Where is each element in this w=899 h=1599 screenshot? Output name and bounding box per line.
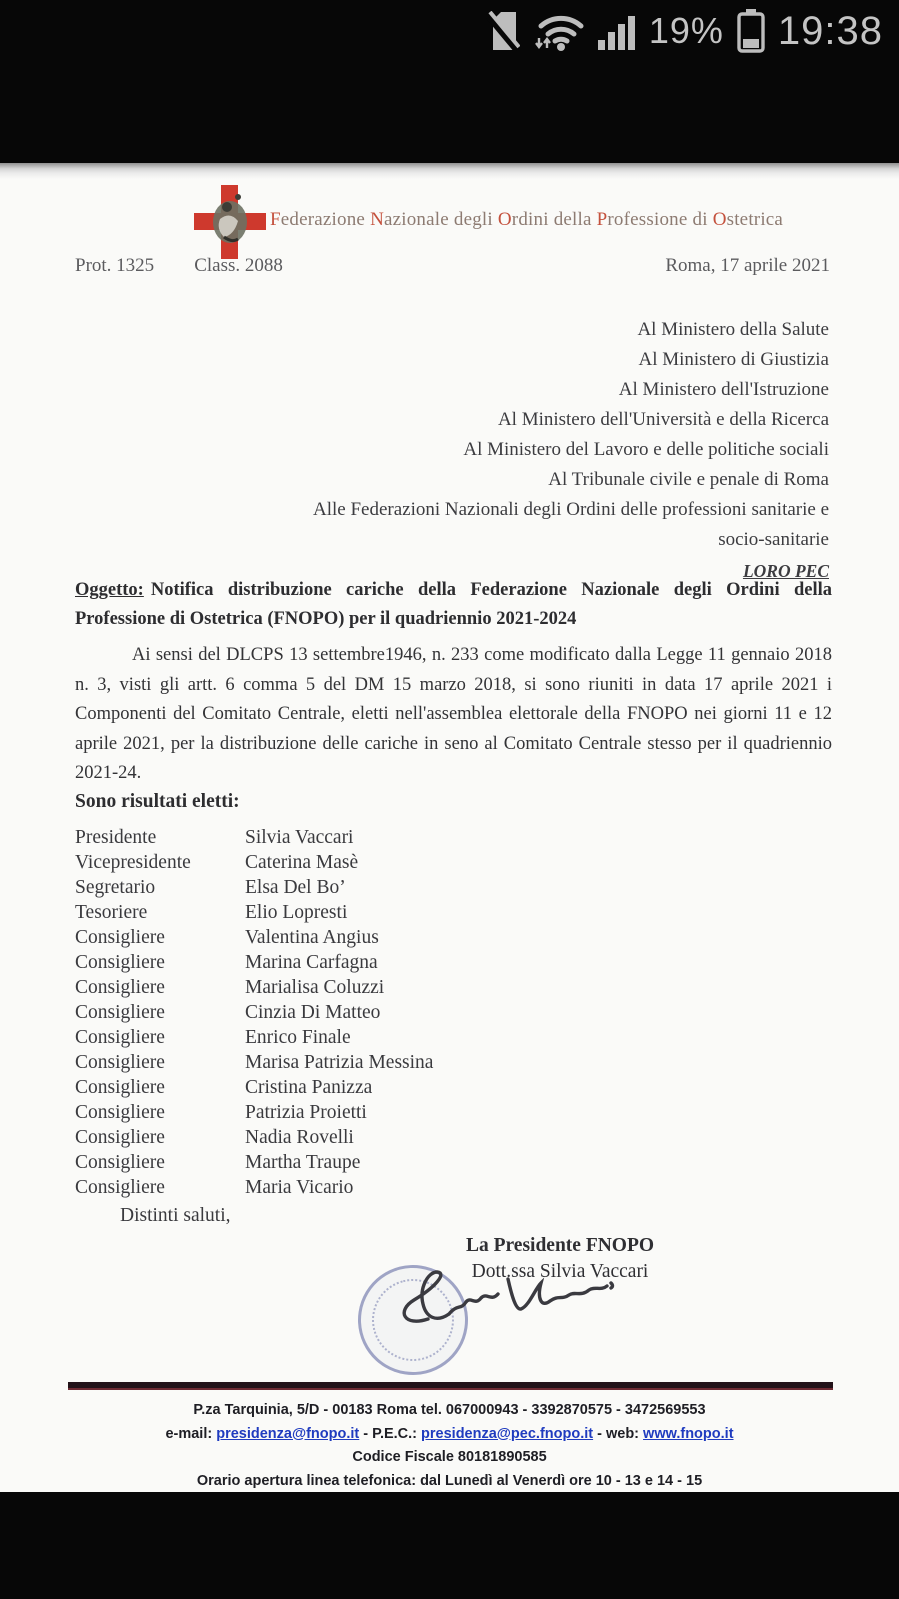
letter-document: [0, 163, 899, 1492]
elected-role: Consigliere: [75, 1052, 165, 1073]
elected-row: [75, 875, 433, 900]
org-title-word: della: [553, 209, 592, 230]
recipient-line: Al Ministero dell'Istruzione: [618, 379, 829, 400]
battery-icon: [737, 9, 765, 53]
footer-link[interactable]: presidenza@fnopo.it: [216, 1425, 360, 1442]
elected-name: Marina Carfagna: [245, 952, 378, 973]
footer-divider: [68, 1382, 833, 1390]
org-title-word: di: [692, 209, 708, 230]
elected-role: Consigliere: [75, 927, 165, 948]
elected-role: Consigliere: [75, 1102, 165, 1123]
recipients-list: [281, 315, 829, 555]
recipient-line: Al Tribunale civile e penale di Roma: [548, 469, 829, 490]
handwritten-signature: [388, 1265, 623, 1337]
protocol-number: Prot. 1325: [75, 255, 155, 276]
signer-name: Dott.ssa Silvia Vaccari: [471, 1261, 649, 1282]
no-sd-card-icon: [486, 11, 520, 51]
elected-role: Vicepresidente: [75, 852, 191, 873]
elected-name: Elsa Del Bo’: [245, 877, 346, 898]
elected-row: [75, 850, 433, 875]
recipient-line: Al Ministero del Lavoro e delle politiche sociali: [463, 439, 829, 460]
recipient-line: Al Ministero di Giustizia: [638, 349, 829, 370]
elected-row: [75, 1025, 433, 1050]
place-date: Roma, 17 aprile 2021: [665, 255, 830, 276]
footer: [0, 1399, 899, 1493]
elected-name: Cristina Panizza: [245, 1077, 373, 1098]
footer-link[interactable]: presidenza@pec.fnopo.it: [421, 1425, 594, 1442]
status-bar: [0, 0, 899, 62]
footer-fiscal-code: Codice Fiscale 80181890585: [352, 1449, 547, 1465]
org-title-word: Federazione: [270, 209, 366, 230]
org-title-word: degli: [453, 209, 493, 230]
elected-row: [75, 825, 433, 850]
subject-paragraph: [75, 576, 832, 634]
elected-name: Silvia Vaccari: [245, 827, 354, 848]
footer-label: - web:: [593, 1425, 644, 1442]
elected-row: [75, 925, 433, 950]
signal-bars-icon: [598, 11, 636, 51]
recipient-line: Al Ministero dell'Università e della Ricerca: [497, 409, 829, 430]
elected-row: [75, 900, 433, 925]
subject-label: Oggetto:: [75, 580, 144, 600]
footer-contacts: [0, 1423, 899, 1447]
footer-opening-hours: Orario apertura linea telefonica: dal Lunedì al Venerdì ore 10 - 13 e 14 - 15: [196, 1472, 703, 1489]
elected-role: Consigliere: [75, 1002, 165, 1023]
org-title-word: Ordini: [497, 209, 549, 230]
elected-role: Consigliere: [75, 1077, 165, 1098]
elected-role: Consigliere: [75, 1027, 165, 1048]
signer-title: La Presidente FNOPO: [465, 1235, 655, 1256]
photo-top-edge: [0, 163, 899, 179]
org-title-word: Nazionale: [370, 209, 449, 230]
elected-row: [75, 1075, 433, 1100]
pec-note: LORO PEC: [742, 561, 829, 581]
fnopo-logo: [194, 185, 266, 259]
elected-name: Elio Lopresti: [245, 902, 348, 923]
elected-name: Marisa Patrizia Messina: [245, 1052, 434, 1073]
elected-name: Enrico Finale: [245, 1027, 351, 1048]
wifi-arrows-icon: [533, 10, 585, 52]
org-title: [270, 209, 788, 231]
clock-time: 19:38: [777, 8, 883, 53]
elected-row: [75, 1125, 433, 1150]
elected-heading: Sono risultati eletti:: [75, 791, 240, 812]
elected-row: [75, 975, 433, 1000]
elected-name: Caterina Masè: [245, 852, 359, 873]
protocol-row: [75, 255, 830, 277]
body-paragraph: Ai sensi del DLCPS 13 settembre1946, n. 233 come modificato dalla Legge 11 gennaio 2018 n. 3, visti gli artt. 6 comma 5 del DM 15 marzo 2018, si sono riuniti in data 17 aprile 2021 i Componenti del Comitato Centrale, eletti nell'assemblea elettorale della FNOPO nei giorni 11 e 12 aprile 2021, per la distribuzione delle cariche in seno al Comitato Centrale stesso per il quadriennio 2021-24.: [75, 645, 832, 784]
elected-list: [75, 825, 433, 1200]
org-title-word: Ostetrica: [712, 209, 784, 230]
recipient-line: Alle Federazioni Nazionali degli Ordini delle professioni sanitarie e socio-sanitarie: [313, 499, 829, 550]
elected-name: Martha Traupe: [245, 1152, 361, 1173]
elected-role: Consigliere: [75, 952, 165, 973]
elected-row: [75, 1100, 433, 1125]
elected-row: [75, 1150, 433, 1175]
elected-name: Nadia Rovelli: [245, 1127, 354, 1148]
elected-row: [75, 1175, 433, 1200]
subject-text: Notifica distribuzione cariche della Federazione Nazionale degli Ordini della Professione di Ostetrica (FNOPO) per il quadriennio 2021-2024: [75, 580, 832, 629]
footer-address: P.za Tarquinia, 5/D - 00183 Roma tel. 067000943 - 3392870575 - 3472569553: [193, 1402, 706, 1418]
elected-role: Segretario: [75, 877, 156, 898]
recipient-line: Al Ministero della Salute: [637, 319, 829, 340]
class-number: Class. 2088: [194, 255, 283, 276]
elected-role: Tesoriere: [75, 902, 148, 923]
elected-row: [75, 1050, 433, 1075]
elected-name: Cinzia Di Matteo: [245, 1002, 381, 1023]
footer-link[interactable]: www.fnopo.it: [643, 1425, 734, 1442]
battery-percent: 19%: [648, 10, 724, 51]
elected-role: Presidente: [75, 827, 157, 848]
elected-name: Maria Vicario: [245, 1177, 354, 1198]
elected-row: [75, 1000, 433, 1025]
elected-role: Consigliere: [75, 1152, 165, 1173]
footer-label: e-mail:: [165, 1425, 217, 1442]
elected-role: Consigliere: [75, 1127, 165, 1148]
elected-row: [75, 950, 433, 975]
elected-role: Consigliere: [75, 1177, 165, 1198]
org-title-word: Professione: [596, 209, 688, 230]
elected-name: Marialisa Coluzzi: [245, 977, 385, 998]
elected-name: Valentina Angius: [245, 927, 379, 948]
closing-salutation: Distinti saluti,: [120, 1205, 231, 1226]
elected-role: Consigliere: [75, 977, 165, 998]
elected-name: Patrizia Proietti: [245, 1102, 367, 1123]
footer-label: - P.E.C.:: [359, 1425, 422, 1442]
